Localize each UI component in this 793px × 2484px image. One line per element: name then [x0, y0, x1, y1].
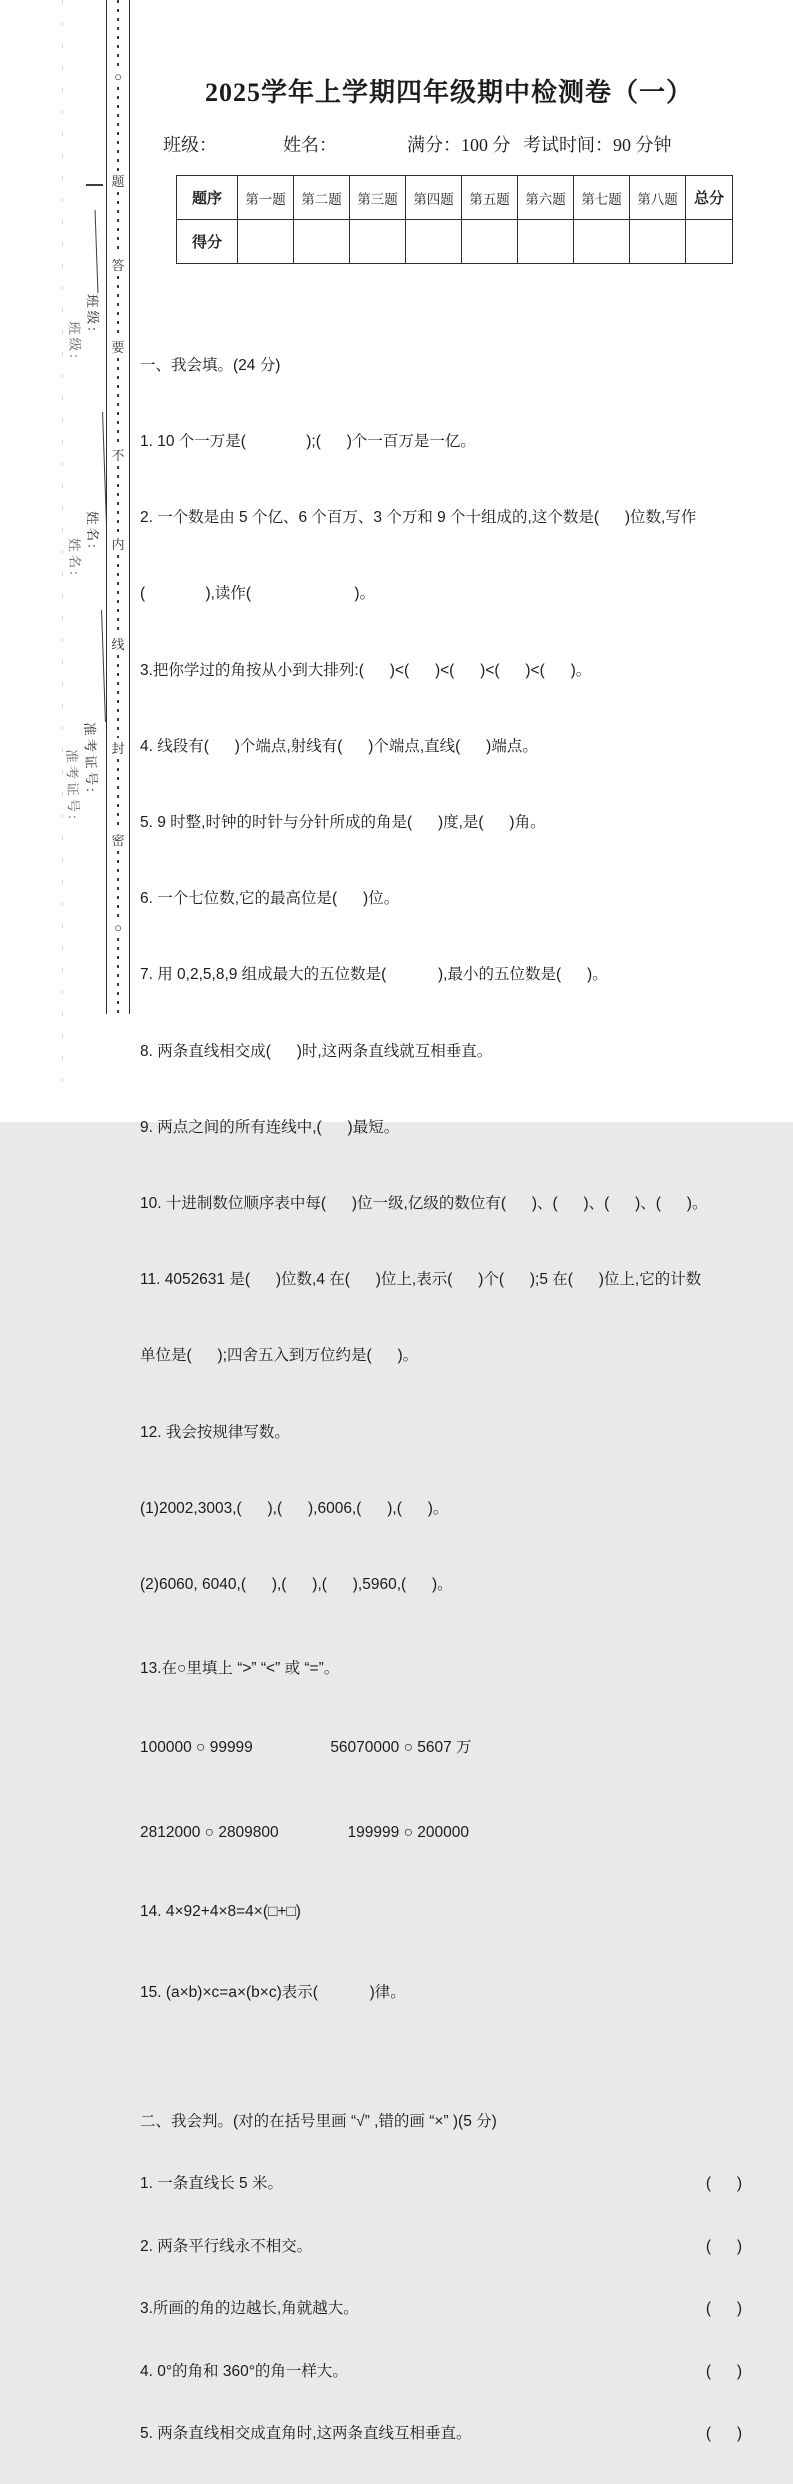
score-table-header-cell: 第八题 [630, 176, 686, 220]
class-field-label: 班级： [163, 135, 217, 155]
seal-side-labels [0, 0, 106, 1014]
question-line: 单位是( );四舍五入到万位约是( )。 [140, 1347, 419, 1365]
score-table-score-row [177, 220, 733, 264]
seal-char-ti: 题 [111, 174, 125, 190]
judge-item-text: 4. 0°的角和 360°的角一样大。 [140, 2362, 348, 2380]
judge-item [140, 2296, 742, 2323]
judge-item-text: 2. 两条平行线永不相交。 [140, 2237, 313, 2255]
question-line: 12. 我会按规律写数。 [140, 1423, 290, 1441]
question-line: 1. 10 个一万是( );( )个一百万是一亿。 [140, 433, 476, 451]
judge-item [140, 2171, 742, 2198]
question-line: 13.在○里填上 “>” “<” 或 “=”。 [140, 1660, 340, 1678]
judge-item [140, 2359, 742, 2386]
score-cell-empty [462, 220, 518, 264]
judge-item-text: 3.所画的角的边越长,角就越大。 [140, 2300, 359, 2318]
question-line: 4. 线段有( )个端点,射线有( )个端点,直线( )端点。 [140, 737, 538, 755]
seal-dots [117, 276, 119, 337]
question-line: 2812000 ○ 2809800 199999 ○ 200000 [140, 1823, 469, 1841]
question-line: 7. 用 0,2,5,8,9 组成最大的五位数是( ),最小的五位数是( )。 [140, 966, 608, 984]
score-table-header-cell: 题序 [177, 176, 238, 220]
section-1-fill-in [140, 302, 758, 2056]
full-score-label: 满分：100 分 [407, 135, 511, 155]
score-table-header-row [177, 176, 733, 220]
score-table-header-cell: 第四题 [406, 176, 462, 220]
score-cell-empty [406, 220, 462, 264]
section-2-heading: 二、我会判。(对的在括号里画 “√” ,错的画 “×” )(5 分) [140, 2113, 497, 2131]
score-table-header-cell: 第三题 [350, 176, 406, 220]
question-line: 8. 两条直线相交成( )时,这两条直线就互相垂直。 [140, 1042, 493, 1060]
seal-dots [117, 655, 119, 738]
seal-dots [117, 358, 119, 445]
question-line: 14. 4×92+4×8=4×(□+□) [140, 1902, 301, 1920]
score-cell-empty [238, 220, 294, 264]
seal-char-xian: 线 [111, 637, 125, 652]
seal-dots [117, 555, 119, 634]
judge-item-text: 1. 一条直线长 5 米。 [140, 2175, 283, 2193]
score-cell-empty [518, 220, 574, 264]
question-line: 100000 ○ 99999 56070000 ○ 5607 万 [140, 1739, 472, 1757]
score-cell-empty [350, 220, 406, 264]
score-cell-empty [574, 220, 630, 264]
seal-dots [117, 938, 119, 1014]
question-line: (1)2002,3003,( ),( ),6006,( ),( )。 [140, 1499, 449, 1517]
class-label-vertical-ghost: 班级: [66, 320, 83, 362]
score-table-header-cell: 第七题 [574, 176, 630, 220]
exam-time-label: 考试时间：90 分钟 [523, 135, 672, 155]
class-label-vertical: 班级: [84, 293, 101, 335]
score-row-label: 得分 [177, 220, 238, 264]
judge-item [140, 2234, 742, 2261]
question-line: 10. 十进制数位顺序表中每( )位一级,亿级的数位有( )、( )、( )、( )。 [140, 1195, 708, 1213]
name-label-vertical-ghost: 姓名: [66, 537, 83, 579]
judge-item [140, 2421, 742, 2448]
score-table [176, 175, 733, 264]
exam-content [140, 66, 758, 2484]
exam-info-row [140, 131, 758, 165]
question-line: 5. 9 时整,时钟的时针与分针所成的角是( )度,是( )角。 [140, 814, 546, 832]
judge-answer-blank: ( ) [705, 2175, 742, 2193]
score-table-header-cell: 第五题 [462, 176, 518, 220]
seal-line-box [106, 0, 130, 1014]
question-line: 15. (a×b)×c=a×(b×c)表示( )律。 [140, 1984, 406, 2002]
seal-dots [117, 192, 119, 255]
question-line: 9. 两点之间的所有连线中,( )最短。 [140, 1118, 400, 1136]
question-line: 11. 4052631 是( )位数,4 在( )位上,表示( )个( );5 在( )位上,它的计数 [140, 1271, 702, 1289]
seal-circle-bottom: ○ [114, 920, 122, 936]
seal-dots [117, 0, 119, 66]
question-line: 3.把你学过的角按从小到大排列:( )<( )<( )<( )<( )。 [140, 661, 592, 679]
name-label-vertical: 姓名: [84, 510, 101, 552]
section-1-heading: 一、我会填。(24 分) [140, 356, 281, 374]
seal-dots [117, 87, 119, 171]
score-table-header-cell: 第六题 [518, 176, 574, 220]
seal-dots [117, 759, 119, 830]
score-cell-empty [630, 220, 686, 264]
admission-id-label-vertical-ghost: 准考证号: [63, 748, 82, 823]
question-line: ( ),读作( )。 [140, 585, 376, 603]
section-2-true-false [140, 2072, 758, 2484]
score-table-header-cell: 第二题 [294, 176, 350, 220]
seal-char-da: 答 [111, 258, 125, 274]
admission-id-label-vertical: 准考证号: [81, 721, 100, 796]
seal-char-yao: 要 [111, 339, 125, 355]
score-cell-empty [294, 220, 350, 264]
seal-dots [117, 466, 119, 534]
score-table-header-cell: 总分 [686, 176, 733, 220]
name-field-label: 姓名： [283, 135, 337, 155]
label-underline-dash [86, 184, 103, 186]
score-table-header-cell: 第一题 [238, 176, 294, 220]
question-line: (2)6060, 6040,( ),( ),( ),5960,( )。 [140, 1576, 453, 1594]
score-cell-empty [686, 220, 733, 264]
judge-answer-blank: ( ) [705, 2425, 742, 2443]
seal-char-nei: 内 [111, 537, 125, 553]
judge-answer-blank: ( ) [705, 2237, 742, 2255]
judge-answer-blank: ( ) [705, 2300, 742, 2318]
seal-char-bu: 不 [111, 448, 125, 464]
exam-title: 2025学年上学期四年级期中检测卷（一） [204, 78, 693, 107]
judge-item-text: 5. 两条直线相交成直角时,这两条直线互相垂直。 [140, 2425, 472, 2443]
seal-circle-top: ○ [114, 69, 122, 85]
question-line: 2. 一个数是由 5 个亿、6 个百万、3 个万和 9 个十组成的,这个数是( )位数,写作 [140, 509, 697, 527]
question-line: 6. 一个七位数,它的最高位是( )位。 [140, 890, 400, 908]
class-blank-line [95, 210, 99, 293]
seal-dots [117, 851, 119, 917]
seal-char-mi: 密 [111, 833, 125, 849]
seal-char-feng: 封 [111, 740, 125, 756]
judge-answer-blank: ( ) [705, 2362, 742, 2380]
